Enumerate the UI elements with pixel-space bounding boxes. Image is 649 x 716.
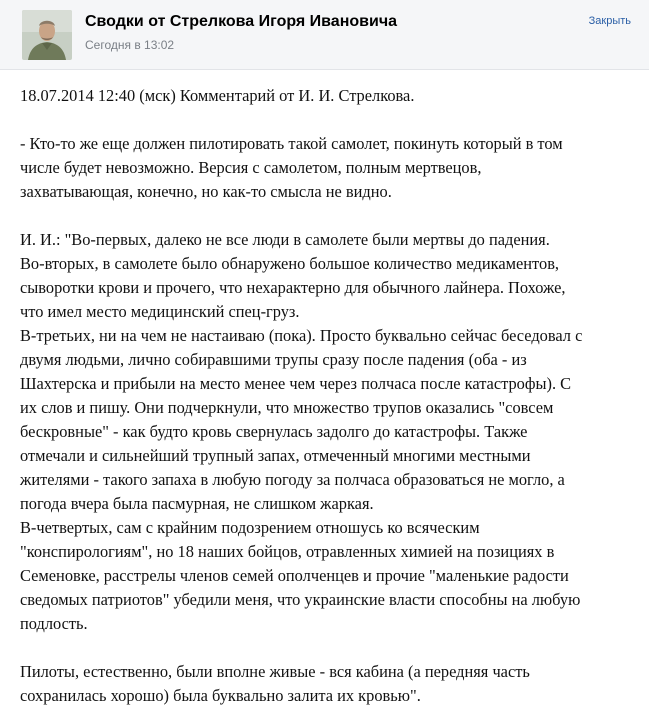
post-body <box>20 84 632 708</box>
post-paragraph-question: - Кто-то же еще должен пилотировать такой самолет, покинуть который в том числе будет невозможно. Версия с самолетом, полным мертвецов, захватывающая, конечно, но как-то смысла не видно. <box>20 134 563 201</box>
avatar-photo <box>22 10 72 60</box>
avatar[interactable] <box>22 10 72 60</box>
post-paragraph-date: 18.07.2014 12:40 (мск) Комментарий от И. И. Стрелкова. <box>20 86 415 105</box>
page-title[interactable]: Сводки от Стрелкова Игоря Ивановича <box>85 13 397 30</box>
paragraph-spacer <box>20 108 632 132</box>
paragraph-spacer <box>20 636 632 660</box>
post-paragraph-answer: И. И.: "Во-первых, далеко не все люди в самолете были мертвы до падения. Во-вторых, в самолете было обнаружено большое количество медикаментов, сыворотки крови и прочего, что нехарактерно для обычного лайнера. Похоже, что имел место медицинский спец-груз. В-третьих, ни на чем не настаиваю (пока). Просто буквально сейчас беседовал с двумя людьми, лично собиравшими трупы сразу после падения (оба - из Шахтерска и прибыли на место менее чем через полчаса после катастрофы). С их слов и пишу. Они подчеркнули, что множество трупов оказались "совсем бескровные" - как будто кровь свернулась задолго до катастрофы. Также отмечали и сильнейший трупный запах, отмеченный многими местными жителями - такого запаха в любую погоду за полчаса образоваться не могло, а погода вчера была пасмурная, не слишком жаркая. В-четвертых, сам с крайним подозрением отношусь ко всяческим "конспирологиям", но 18 наших бойцов, отравленных химией на позициях в Семеновке, расстрелы членов семей ополченцев и прочие "маленькие радости сведомых патриотов" убедили меня, что украинские власти способны на любую подлость. <box>20 230 583 633</box>
post-header <box>0 0 649 70</box>
post-timestamp[interactable]: Сегодня в 13:02 <box>85 38 175 52</box>
close-button[interactable]: Закрыть <box>588 15 631 27</box>
post-paragraph-pilots: Пилоты, естественно, были вполне живые - вся кабина (а передняя часть сохранилась хорошо) была буквально залита их кровью". <box>20 662 530 705</box>
paragraph-spacer <box>20 204 632 228</box>
